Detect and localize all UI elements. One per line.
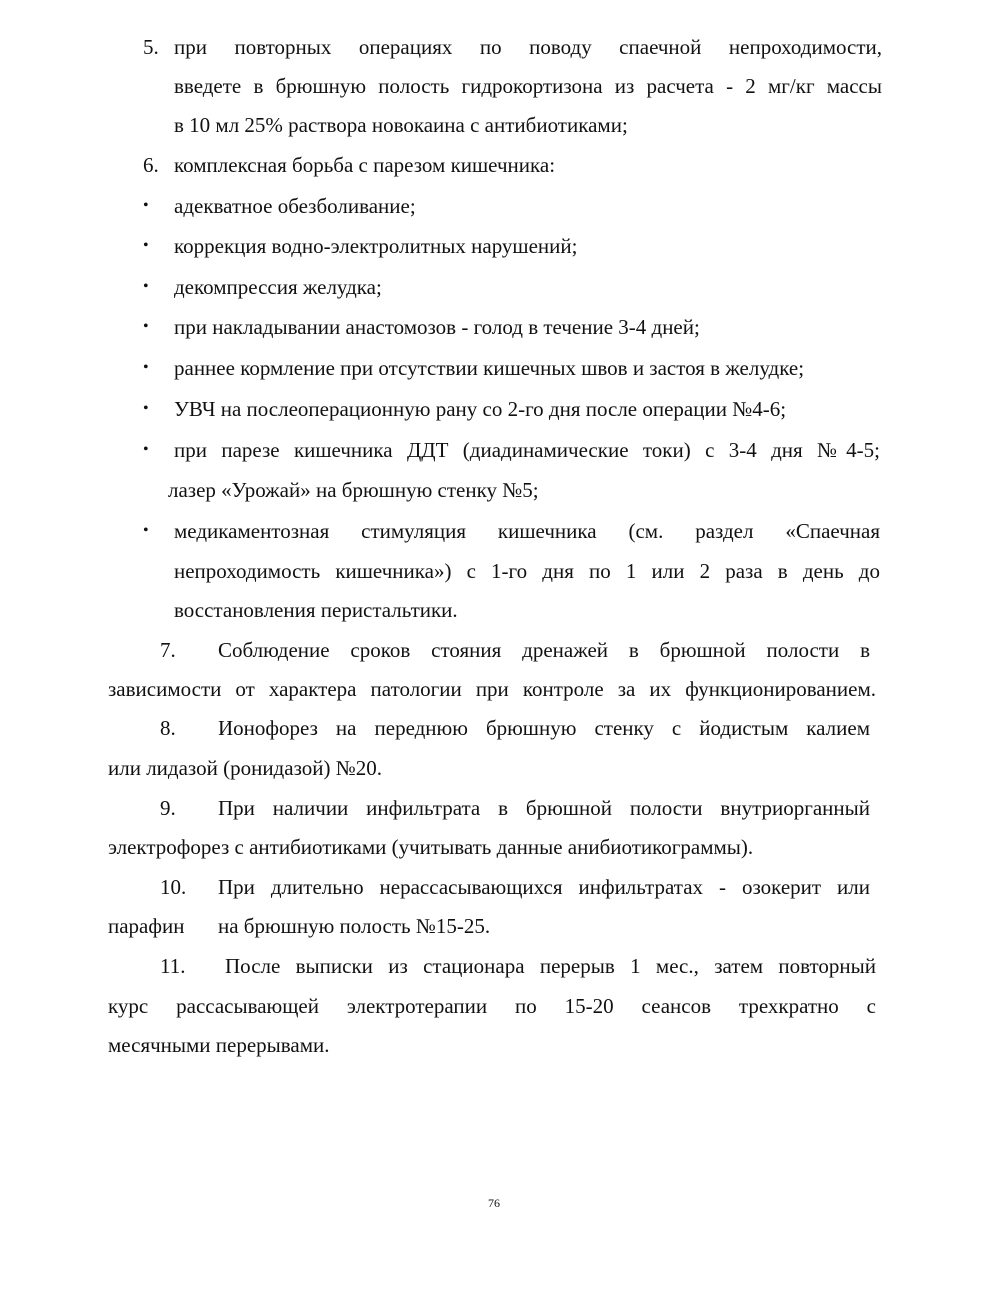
bullet-8-line-3: восстановления перистальтики. <box>174 598 458 622</box>
item-9-line-2: электрофорез с антибиотиками (учитывать данные анибиотикограммы). <box>108 835 754 859</box>
item-9-number: 9. <box>160 796 176 820</box>
bullet-2-line-1: коррекция водно-электролитных нарушений; <box>174 234 578 258</box>
item-8-line-2: или лидазой (ронидазой) №20. <box>108 756 383 780</box>
item-11-line-2: курс рассасывающей электротерапии по 15-20 сеансов трехкратно с <box>108 994 876 1018</box>
bullet-marker: • <box>143 237 149 254</box>
bullet-4-line-1: при накладывании анастомозов - голод в течение 3-4 дней; <box>174 315 700 339</box>
bullet-marker: • <box>143 441 149 458</box>
bullet-marker: • <box>143 197 149 214</box>
bullet-7-line-1: при парезе кишечника ДДТ (диадинамические токи) с 3-4 дня №4-5; <box>174 438 880 462</box>
item-11-line-1: После выписки из стационара перерыв 1 мес., затем повторный <box>225 954 876 978</box>
item-5-line-1: при повторных операциях по поводу спаечной непроходимости, <box>174 35 882 59</box>
item-5-number: 5. <box>143 35 159 59</box>
item-8-number: 8. <box>160 716 176 740</box>
item-7-line-2: зависимости от характера патологии при контроле за их функционированием. <box>108 677 876 701</box>
item-11-line-3: месячными перерывами. <box>108 1033 330 1057</box>
bullet-marker: • <box>143 522 149 539</box>
item-7-line-1: Соблюдение сроков стояния дренажей в брюшной полости в <box>218 638 870 662</box>
bullet-marker: • <box>143 359 149 376</box>
bullet-6-line-1: УВЧ на послеоперационную рану со 2-го дня после операции №4-6; <box>174 397 787 421</box>
item-10-line-2a: парафин <box>108 914 185 938</box>
bullet-3-line-1: декомпрессия желудка; <box>174 275 382 299</box>
item-5-line-3: в 10 мл 25% раствора новокаина с антибиотиками; <box>174 113 628 137</box>
item-8-line-1: Ионофорез на переднюю брюшную стенку с йодистым калием <box>218 716 870 740</box>
bullet-7-line-2: лазер «Урожай» на брюшную стенку №5; <box>168 478 539 502</box>
bullet-8-line-1: медикаментозная стимуляция кишечника (см. раздел «Спаечная <box>174 519 880 543</box>
bullet-5-line-1: раннее кормление при отсутствии кишечных швов и застоя в желудке; <box>174 356 805 380</box>
bullet-marker: • <box>143 318 149 335</box>
item-11-number: 11. <box>160 954 186 978</box>
bullet-1-line-1: адекватное обезболивание; <box>174 194 416 218</box>
item-10-number: 10. <box>160 875 187 899</box>
bullet-marker: • <box>143 278 149 295</box>
bullet-marker: • <box>143 400 149 417</box>
item-5-line-2: введете в брюшную полость гидрокортизона из расчета - 2 мг/кг массы <box>174 74 882 98</box>
item-10-line-2b: на брюшную полость №15-25. <box>218 914 491 938</box>
item-10-line-1: При длительно нерассасывающихся инфильтратах - озокерит или <box>218 875 870 899</box>
item-6-text: комплексная борьба с парезом кишечника: <box>174 153 556 177</box>
bullet-8-line-2: непроходимость кишечника») с 1-го дня по 1 или 2 раза в день до <box>174 559 880 583</box>
page-number: 76 <box>488 1196 500 1210</box>
item-9-line-1: При наличии инфильтрата в брюшной полости внутриорганный <box>218 796 870 820</box>
item-6-number: 6. <box>143 153 159 177</box>
item-7-number: 7. <box>160 638 176 662</box>
